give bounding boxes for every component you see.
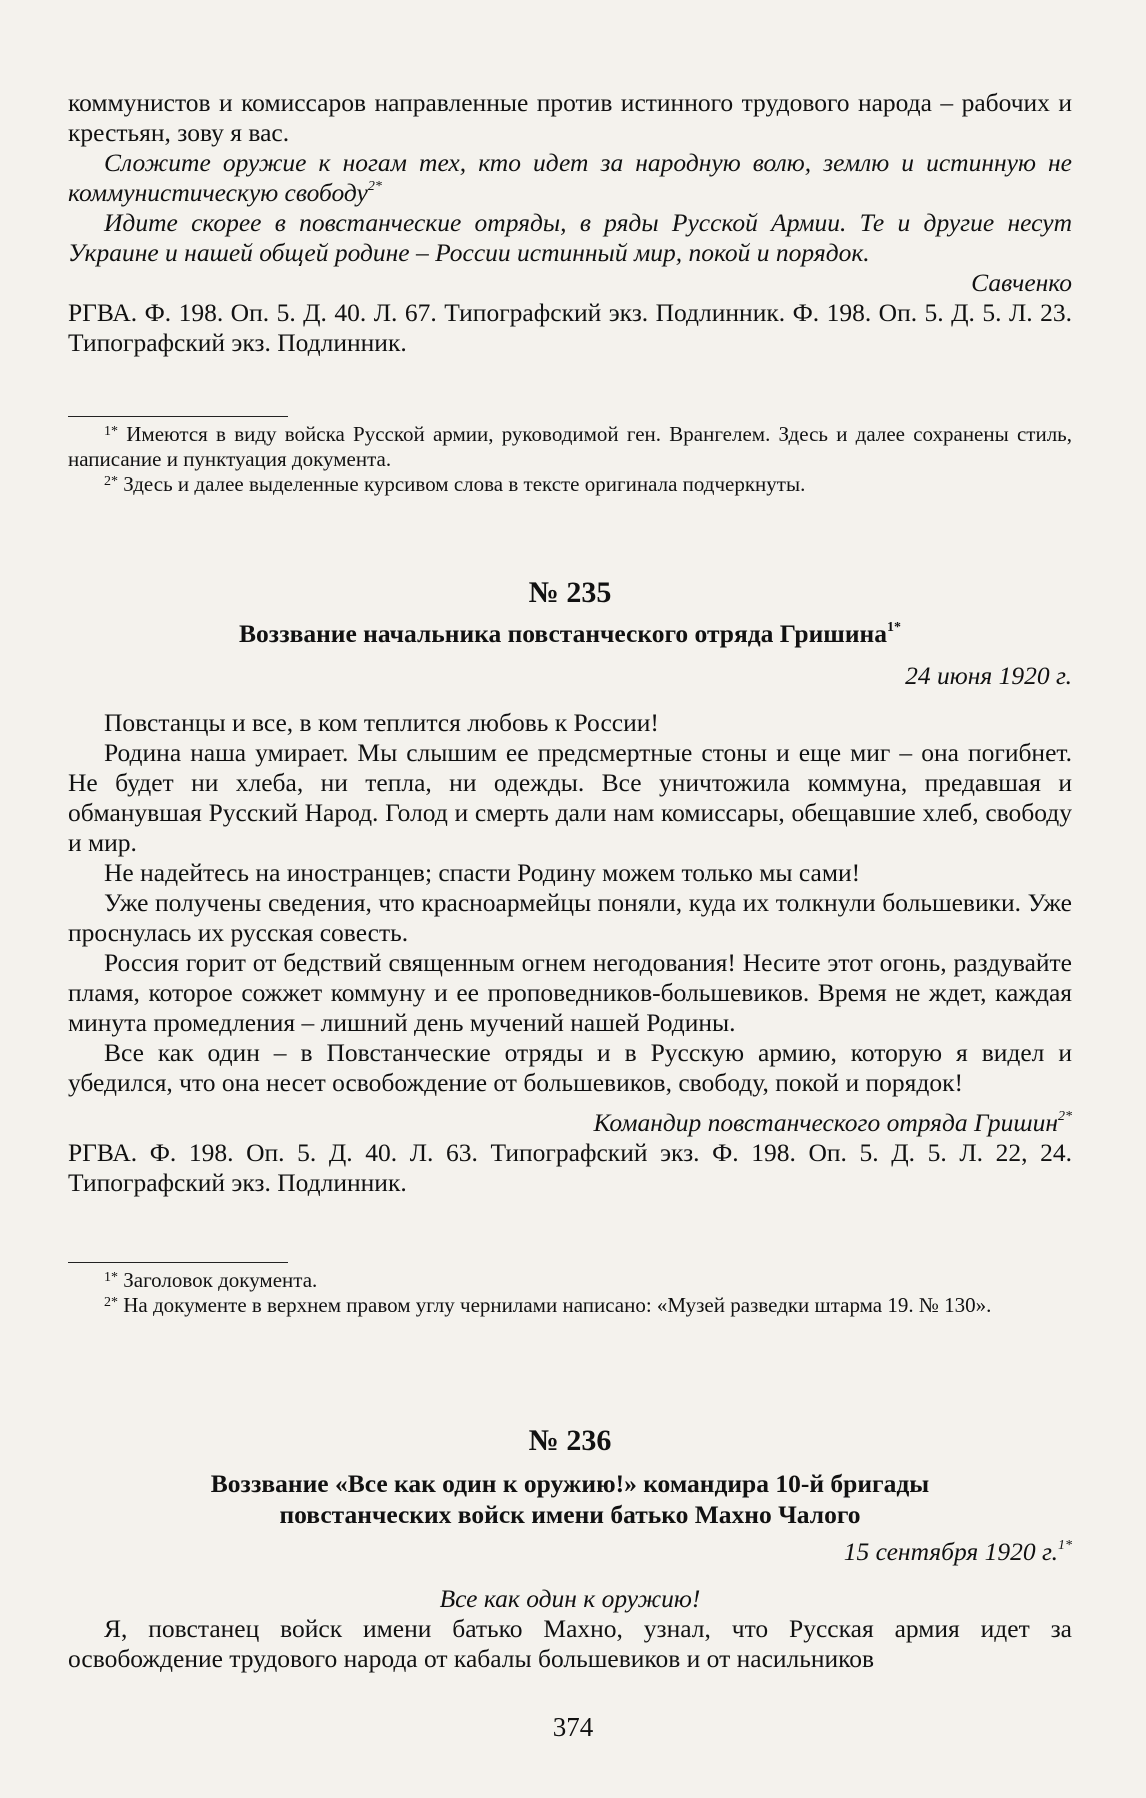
document-body xyxy=(68,1584,1072,1674)
signature: Савченко xyxy=(971,268,1072,297)
footnote-marker: 1* xyxy=(1058,1537,1072,1553)
footnote-divider xyxy=(68,416,288,417)
footnote-marker: 2* xyxy=(1058,1108,1072,1124)
document-number: № 235 xyxy=(528,576,612,609)
previous-document-ending xyxy=(68,88,1072,358)
footnote: $^{2*}$ На документе в верхнем правом углу чернилами написано: «Музей разведки штарма 19. № 130». xyxy=(104,1293,992,1317)
document-number: № 236 xyxy=(528,1424,612,1457)
footnote-marker: 1* xyxy=(886,619,901,635)
footnote: $^{1*}$ Имеются в виду войска Русской армии, руководимой ген. Врангелем. Здесь и далее сохранены стиль, написание и пунктуация документа. xyxy=(68,422,1072,471)
document-date: 24 июня 1920 г. xyxy=(905,661,1072,690)
signature: Командир повстанческого отряда Гришин$^{2*}$ xyxy=(593,1108,1072,1137)
paragraph: коммунистов и комиссаров направленные против истинного трудового народа – рабочих и крестьян, зову я вас. xyxy=(68,88,1072,147)
paragraph: Все как один – в Повстанческие отряды и в Русскую армию, которую я видел и убедился, что она несет освобождение от большевиков, свободу, покой и порядок! xyxy=(68,1038,1072,1097)
footnotes xyxy=(68,422,1072,497)
paragraph: Я, повстанец войск имени батько Махно, узнал, что Русская армия идет за освобождение трудового народа от кабалы большевиков и от насильников xyxy=(68,1614,1072,1673)
document-body xyxy=(68,708,1072,1198)
archive-reference: РГВА. Ф. 198. Оп. 5. Д. 40. Л. 63. Типографский экз. Ф. 198. Оп. 5. Д. 5. Л. 22, 24. Типографский экз. Подлинник. xyxy=(68,1138,1072,1197)
page-number: 374 xyxy=(552,1712,594,1742)
title-line: Воззвание «Все как один к оружию!» командира 10-й бригады xyxy=(210,1469,930,1498)
footnotes xyxy=(68,1268,1072,1318)
document-title xyxy=(68,1468,1072,1530)
paragraph: Идите скорее в повстанческие отряды, в ряды Русской Армии. Те и другие несут Украине и нашей общей родине – России истинный мир, покой и порядок. xyxy=(68,208,1072,267)
footnote-divider xyxy=(68,1262,288,1263)
paragraph: Родина наша умирает. Мы слышим ее предсмертные стоны и еще миг – она погибнет. Не будет ни хлеба, ни тепла, ни одежды. Все уничтожила коммуна, предавшая и обманувшая Русский Народ. Голод и смерть дали нам комиссары, обещавшие хлеб, свободу и мир. xyxy=(68,738,1072,857)
title-line: повстанческих войск имени батько Махно Чалого xyxy=(279,1500,861,1529)
archive-reference: РГВА. Ф. 198. Оп. 5. Д. 40. Л. 67. Типографский экз. Подлинник. Ф. 198. Оп. 5. Д. 5. Л. 23. Типографский экз. Подлинник. xyxy=(68,298,1072,357)
paragraph: Уже получены сведения, что красноармейцы поняли, куда их толкнули большевики. Уже проснулась их русская совесть. xyxy=(68,888,1072,947)
footnote-marker: 2* xyxy=(367,178,382,194)
paragraph: Сложите оружие к ногам тех, кто идет за народную волю, землю и истинную не коммунистическую свободу$^{2*}$ xyxy=(68,148,1072,207)
document-title: Воззвание начальника повстанческого отряда Гришина$^{1*}$ xyxy=(239,619,901,648)
document-subtitle: Все как один к оружию! xyxy=(439,1584,701,1613)
paragraph: Повстанцы и все, в ком теплится любовь к России! xyxy=(104,708,659,737)
footnote: $^{1*}$ Заголовок документа. xyxy=(104,1268,318,1292)
footnote: $^{2*}$ Здесь и далее выделенные курсивом слова в тексте оригинала подчеркнуты. xyxy=(104,472,806,496)
paragraph: Не надейтесь на иностранцев; спасти Родину можем только мы сами! xyxy=(104,858,861,887)
document-date: 15 сентября 1920 г.$^{1*}$ xyxy=(843,1537,1072,1566)
paragraph: Россия горит от бедствий священным огнем негодования! Несите этот огонь, раздувайте пламя, которое сожжет коммуну и ее проповедников-большевиков. Время не ждет, каждая минута промедления – лишний день мучений нашей Родины. xyxy=(68,948,1072,1037)
